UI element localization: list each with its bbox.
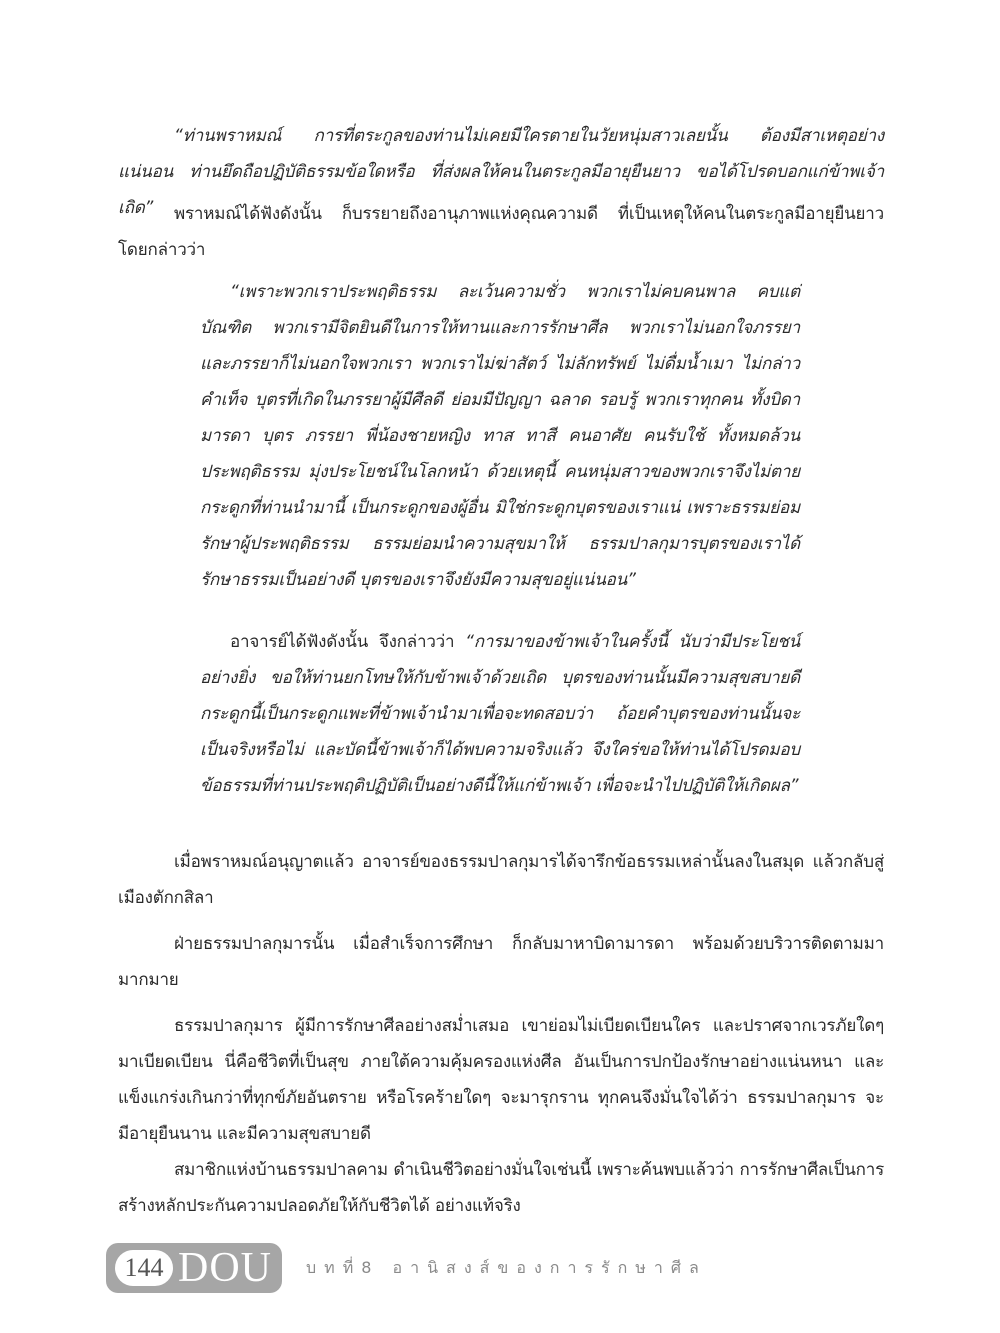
teacher-quote-text: “การมาของข้าพเจ้าในครั้งนี้ นับว่ามีประโยชน์อย่างยิ่ง ขอให้ท่านยกโทษให้กับข้าพเจ้าด้วยเถิด บุตรของท่านนั้นมีความสุขสบายดี กระดูกนี้เป็นกระดูกแพะที่ข้าพเจ้านำมาเพื่อจะทดสอบว่า ถ้อยคำบุตรของท่านนั้นจะเป็นจริงหรือไม่ และบัดนี้ข้าพเจ้าก็ได้พบความจริงแล้ว จึงใคร่ขอให้ท่านได้โปรดมอบข้อธรรมที่ท่านประพฤติปฏิบัติเป็นอย่างดีนี้ให้แก่ข้าพเจ้า เพื่อจะนำไปปฏิบัติให้เกิดผล”: [200, 632, 800, 796]
footer-badge: [106, 1243, 282, 1293]
page-footer: [106, 1243, 707, 1293]
page-number: 144: [115, 1250, 173, 1286]
chapter-title: บทที่8 อานิสงส์ของการรักษาศีล: [306, 1257, 707, 1277]
quote-brahmin-explanation: “เพราะพวกเราประพฤติธรรม ละเว้นความชั่ว พวกเราไม่คบคนพาล คบแต่บัณฑิต พวกเรามีจิตยินดีในการให้ทานและการรักษาศีล พวกเราไม่นอกใจภรรยา และภรรยาก็ไม่นอกใจพวกเรา พวกเราไม่ฆ่าสัตว์ ไม่ลักทรัพย์ ไม่ดื่มน้ำเมา ไม่กล่าวคำเท็จ บุตรที่เกิดในภรรยาผู้มีศีลดี ย่อมมีปัญญา ฉลาด รอบรู้ พวกเราทุกคน ทั้งบิดา มารดา บุตร ภรรยา พี่น้องชายหญิง ทาส ทาสี คนอาศัย คนรับใช้ ทั้งหมดล้วนประพฤติธรรม มุ่งประโยชน์ในโลกหน้า ด้วยเหตุนี้ คนหนุ่มสาวของพวกเราจึงไม่ตาย กระดูกที่ท่านนำมานี้ เป็นกระดูกของผู้อื่น มิใช่กระดูกบุตรของเราแน่ เพราะธรรมย่อมรักษาผู้ประพฤติธรรม ธรรมย่อมนำความสุขมาให้ ธรรมปาลกุมารบุตรของเราได้รักษาธรรมเป็นอย่างดี บุตรของเราจึงยังมีความสุขอยู่แน่นอน”: [200, 282, 800, 590]
paragraph-precepts-protection: ธรรมปาลกุมาร ผู้มีการรักษาศีลอย่างสม่ำเสมอ เขาย่อมไม่เบียดเบียนใคร และปราศจากเวรภัยใดๆ มาเบียดเบียน นี่คือชีวิตที่เป็นสุข ภายใต้ความคุ้มครองแห่งศีล อันเป็นการปกป้องรักษาอย่างแน่นหนา และแข็งแกร่งเกินกว่าที่ทุกข์ภัยอันตราย หรือโรคร้ายใดๆ จะมารุกราน ทุกคนจึงมั่นใจได้ว่า ธรรมปาลกุมาร จะมีอายุยืนนาน และมีความสุขสบายดี: [118, 1016, 884, 1144]
paragraph-brahmin-reply: พราหมณ์ได้ฟังดังนั้น ก็บรรยายถึงอานุภาพแห่งคุณความดี ที่เป็นเหตุให้คนในตระกูลมีอายุยืนยาว โดยกล่าวว่า: [118, 204, 884, 260]
paragraph-village-conclusion: สมาชิกแห่งบ้านธรรมปาลคาม ดำเนินชีวิตอย่างมั่นใจเช่นนี้ เพราะค้นพบแล้วว่า การรักษาศีลเป็นการสร้างหลักประกันความปลอดภัยให้กับชีวิตได้ อย่างแท้จริง: [118, 1160, 884, 1216]
paragraph-teacher-returns: เมื่อพราหมณ์อนุญาตแล้ว อาจารย์ของธรรมปาลกุมารได้จารึกข้อธรรมเหล่านั้นลงในสมุด แล้วกลับสู่เมืองตักกสิลา: [118, 852, 884, 908]
teacher-intro-text: อาจารย์ได้ฟังดังนั้น จึงกล่าวว่า: [230, 632, 466, 652]
paragraph-question: “ท่านพราหมณ์ การที่ตระกูลของท่านไม่เคยมีใครตายในวัยหนุ่มสาวเลยนั้น ต้องมีสาเหตุอย่างแน่นอน ท่านยึดถือปฏิบัติธรรมข้อใดหรือ ที่ส่งผลให้คนในตระกูลมีอายุยืนยาว ขอได้โปรดบอกแก่ข้าพเจ้าเถิด”: [118, 126, 884, 218]
paragraph-dhammapala-returns: ฝ่ายธรรมปาลกุมารนั้น เมื่อสำเร็จการศึกษา ก็กลับมาหาบิดามารดา พร้อมด้วยบริวารติดตามมามากมาย: [118, 934, 884, 990]
dou-logo-text: DOU: [178, 1245, 272, 1291]
quote-teacher-response: [200, 624, 800, 804]
